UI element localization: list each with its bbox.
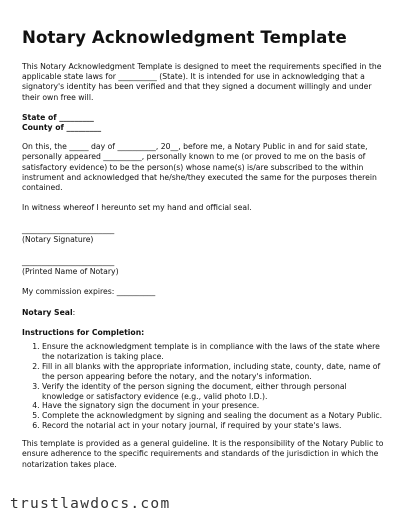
- printed-name-label: (Printed Name of Notary): [22, 267, 119, 277]
- notary-seal-colon: :: [72, 307, 76, 317]
- notary-signature-label: (Notary Signature): [22, 235, 94, 245]
- notary-seal-label: Notary Seal: [22, 307, 73, 317]
- list-item: 2. Fill in all blanks with the appropriate information, including state, county, date, name of the person appearing before the notary, and the notary's information.: [42, 362, 388, 382]
- acknowledgment-body: On this, the _____ day of __________, 20__, before me, a Notary Public in and for said state, personally appeared __________, personally known to me (or proved to me on the basis of satisfactory evidence) to be the person(s) whose name(s) is/are subscribed to the within instrument and acknowledged that he/she/they executed the same for the purposes therein contained.: [22, 142, 377, 193]
- document-page: [22, 28, 388, 470]
- printed-name-block: [22, 257, 388, 277]
- list-item: 1. Ensure the acknowledgment template is in compliance with the laws of the state where the notarization is taking place.: [42, 342, 388, 362]
- intro-paragraph: This Notary Acknowledgment Template is designed to meet the requirements specified in the applicable state laws for __________ (State). It is intended for use in acknowledging that a signatory's identity has been verified and that they signed a document willingly and under their own free will.: [22, 62, 382, 102]
- list-item: 6. Record the notarial act in your notary journal, if required by your state's laws.: [42, 421, 388, 431]
- commission-expires: My commission expires: __________: [22, 287, 156, 297]
- closing-paragraph: This template is provided as a general guideline. It is the responsibility of the Notary Public to ensure adherence to the specific requirements and standards of the jurisdiction in which the notarization takes place.: [22, 439, 384, 469]
- witness-statement: In witness whereof I hereunto set my hand and official seal.: [22, 203, 252, 213]
- notary-signature-block: [22, 225, 388, 245]
- instructions-title: Instructions for Completion:: [22, 327, 145, 337]
- notary-seal-line: [22, 308, 388, 318]
- list-item: 3. Verify the identity of the person signing the document, either through personal knowledge or satisfactory evidence (e.g., valid photo I.D.).: [42, 382, 388, 402]
- printed-name-line: ________________________: [22, 257, 115, 267]
- list-item: 4. Have the signatory sign the document in your presence.: [42, 401, 388, 411]
- county-line: County of _________: [22, 123, 102, 133]
- page-title: Notary Acknowledgment Template: [22, 28, 347, 47]
- notary-signature-line: ________________________: [22, 225, 115, 235]
- instructions-list: [22, 342, 388, 431]
- footer-brand: trustlawdocs.com: [10, 496, 171, 512]
- list-item: 5. Complete the acknowledgment by signing and sealing the document as a Notary Public.: [42, 411, 388, 421]
- state-line: State of _________: [22, 112, 94, 122]
